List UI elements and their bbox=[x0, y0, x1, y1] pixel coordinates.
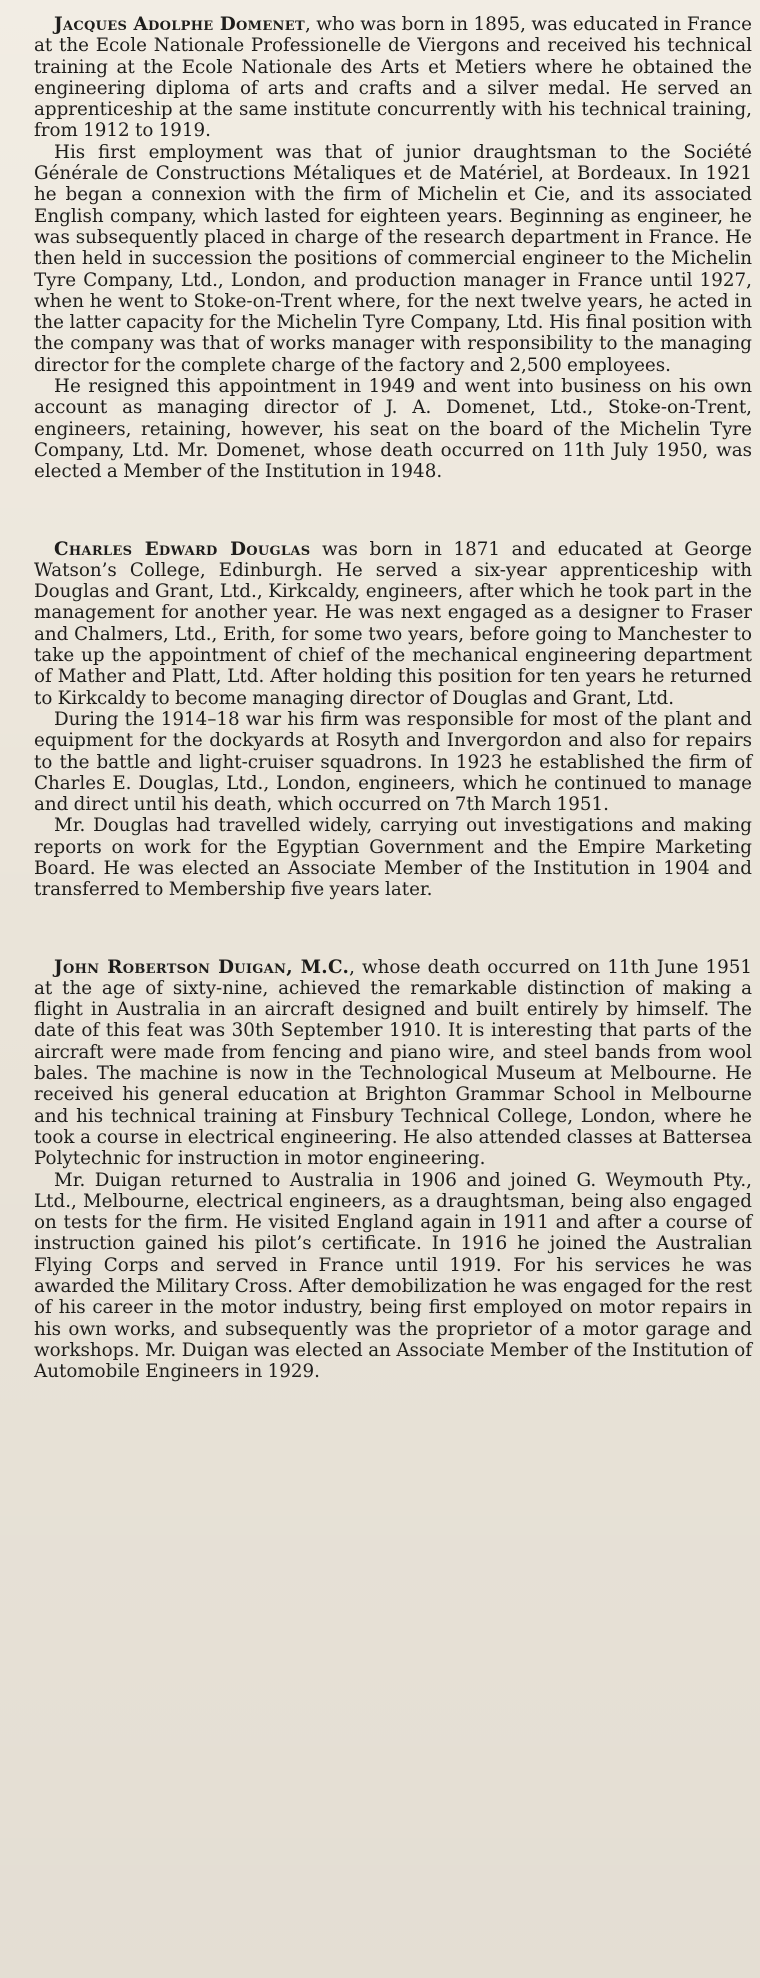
obituary-name: Jacques Adolphe Domenet bbox=[54, 14, 305, 35]
obituary-text: , who was born in 1895, was educated in France at the Ecole Nationale Professionelle de Viergons and received his technical training at the Ecole Nationale des Arts et Metiers where he obtained the engineering diploma of arts and crafts and a silver medal. He served an apprenticeship at the same institute concurrently with his technical training, from 1912 to 1919. bbox=[34, 14, 752, 142]
obituary-domenet bbox=[34, 14, 752, 483]
obituary-name: Charles Edward Douglas bbox=[54, 538, 311, 560]
obituary-duigan bbox=[34, 957, 752, 1383]
obituary-paragraph bbox=[34, 14, 752, 142]
obituary-paragraph: He resigned this appointment in 1949 and went into business on his own account as managing director of J. A. Domenet, Ltd., Stoke-on-Trent, engineers, retaining, however, his seat on the board of the Michelin Tyre Company, Ltd. Mr. Domenet, whose death occurred on 11th July 1950, was elected a Member of the Institution in 1948. bbox=[34, 376, 752, 483]
obituary-paragraph: His first employment was that of junior draughtsman to the Société Générale de Constructions Métaliques et de Matériel, at Bordeaux. In 1921 he began a connexion with the firm of Michelin et Cie, and its associated English company, which lasted for eighteen years. Beginning as engineer, he was subsequently placed in charge of the research department in France. He then held in succession the positions of commercial engineer to the Michelin Tyre Company, Ltd., London, and production manager in France until 1927, when he went to Stoke-on-Trent where, for the next twelve years, he acted in the latter capacity for the Michelin Tyre Company, Ltd. His final position with the company was that of works manager with responsibility to the managing director for the complete charge of the factory and 2,500 employees. bbox=[34, 141, 752, 376]
obituary-douglas bbox=[34, 539, 752, 901]
obituary-text: , whose death occurred on 11th June 1951 at the age of sixty-nine, achieved the remarkable distinction of making a flight in Australia in an aircraft designed and built entirely by himself. The date of this feat was 30th September 1910. It is interesting that parts of the aircraft were made from fencing and piano wire, and steel bands from wool bales. The machine is now in the Technological Museum at Melbourne. He received his general education at Brighton Grammar School in Melbourne and his technical training at Finsbury Technical College, London, where he took a course in electrical engineering. He also attended classes at Battersea Polytechnic for instruction in motor engineering. bbox=[34, 956, 752, 1170]
obituary-paragraph bbox=[34, 957, 752, 1170]
obituary-paragraph: Mr. Duigan returned to Australia in 1906 and joined G. Weymouth Pty., Ltd., Melbourne, electrical engineers, as a draughtsman, being also engaged on tests for the firm. He visited England again in 1911 and after a course of instruction gained his pilot’s certificate. In 1916 he joined the Australian Flying Corps and served in France until 1919. For his services he was awarded the Military Cross. After demobilization he was engaged for the rest of his career in the motor industry, being first employed on motor repairs in his own works, and subsequently was the proprietor of a motor garage and workshops. Mr. Duigan was elected an Associate Member of the Institution of Automobile Engineers in 1929. bbox=[34, 1169, 752, 1383]
obituary-paragraph bbox=[34, 539, 752, 709]
obituary-name: John Robertson Duigan, M.C. bbox=[54, 956, 350, 978]
obituary-text: was born in 1871 and educated at George Watson’s College, Edinburgh. He served a six-year apprenticeship with Douglas and Grant, Ltd., Kirkcaldy, engineers, after which he took part in the management for another year. He was next engaged as a designer to Fraser and Chalmers, Ltd., Erith, for some two years, before going to Manchester to take up the appointment of chief of the mechanical engineering department of Mather and Platt, Ltd. After holding this position for ten years he returned to Kirkcaldy to become managing director of Douglas and Grant, Ltd. bbox=[34, 538, 752, 709]
obituary-paragraph: Mr. Douglas had travelled widely, carrying out investigations and making reports on work for the Egyptian Government and the Empire Marketing Board. He was elected an Associate Member of the Institution in 1904 and transferred to Membership five years later. bbox=[34, 815, 752, 901]
obituary-paragraph: During the 1914–18 war his firm was responsible for most of the plant and equipment for the dockyards at Rosyth and Invergordon and also for repairs to the battle and light-cruiser squadrons. In 1923 he established the firm of Charles E. Douglas, Ltd., London, engineers, which he continued to manage and direct until his death, which occurred on 7th March 1951. bbox=[34, 708, 752, 816]
